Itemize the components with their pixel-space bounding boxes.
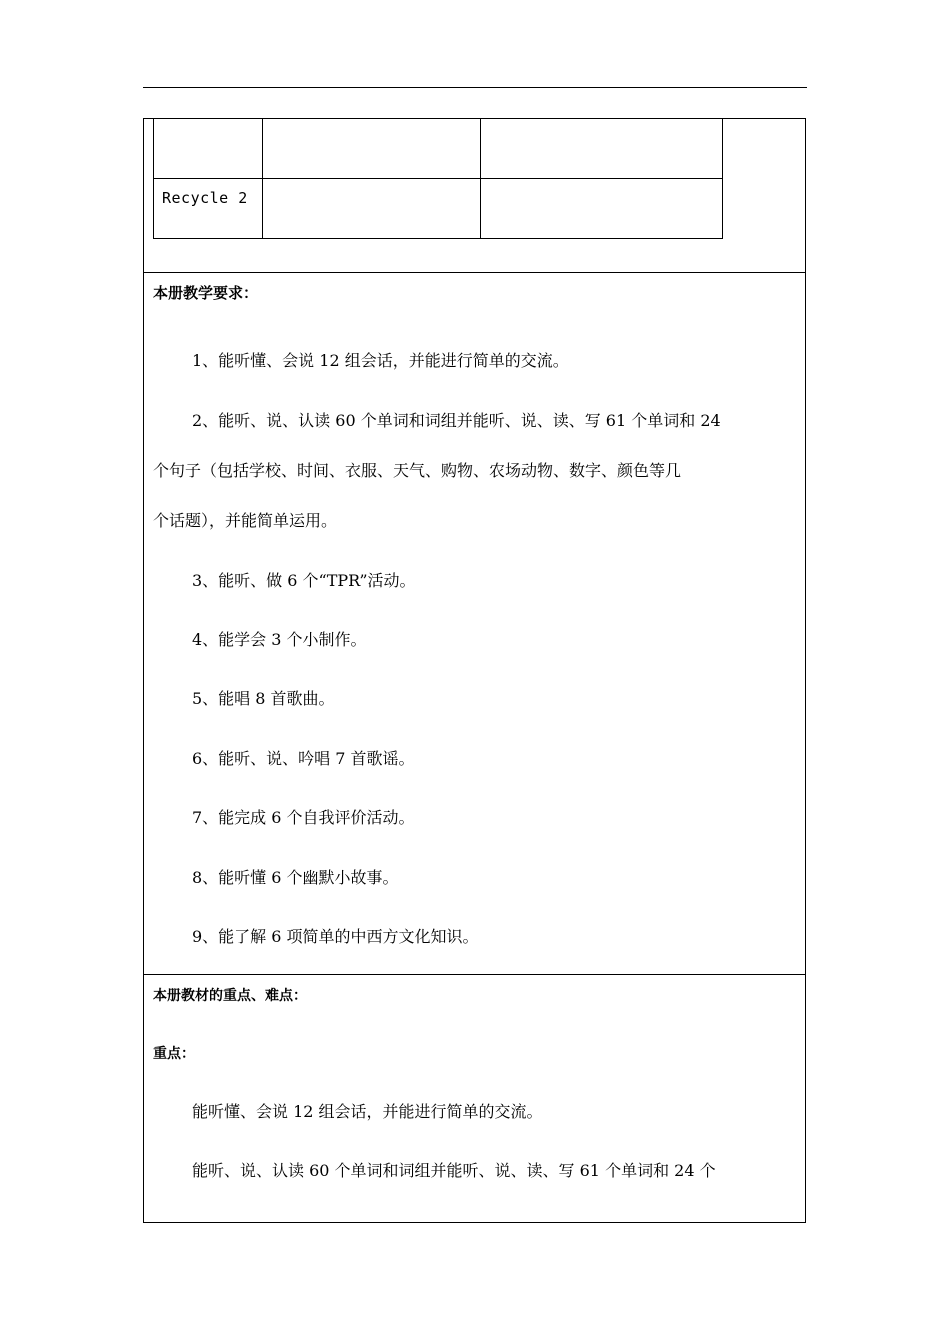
section-divider xyxy=(144,974,805,975)
list-item: 5、能唱 8 首歌曲。 xyxy=(192,689,335,708)
key-points-subtitle: 重点： xyxy=(153,1046,195,1062)
list-item: 2、能听、说、认读 60 个单词和词组并能听、说、读、写 61 个单词和 24 xyxy=(192,411,721,430)
requirements-title: 本册教学要求： xyxy=(153,284,259,302)
header-rule xyxy=(143,87,807,88)
list-item: 7、能完成 6 个自我评价活动。 xyxy=(192,808,415,827)
section-divider xyxy=(144,272,805,273)
list-item: 1、能听懂、会说 12 组会话，并能进行简单的交流。 xyxy=(192,351,569,370)
list-item: 能听、说、认读 60 个单词和词组并能听、说、读、写 61 个单词和 24 个 xyxy=(192,1161,716,1180)
list-item: 8、能听懂 6 个幽默小故事。 xyxy=(192,868,399,887)
key-points-title: 本册教材的重点、难点： xyxy=(153,988,307,1004)
table-row xyxy=(154,119,722,179)
list-item-continued: 个话题），并能简单运用。 xyxy=(153,511,338,530)
list-item: 4、能学会 3 个小制作。 xyxy=(192,630,367,649)
list-item-continued: 个句子（包括学校、时间、衣服、天气、购物、农场动物、数字、颜色等几 xyxy=(153,461,682,480)
list-item: 能听懂、会说 12 组会话，并能进行简单的交流。 xyxy=(192,1102,543,1121)
plan-table xyxy=(143,118,806,1223)
list-item: 6、能听、说、吟唱 7 首歌谣。 xyxy=(192,749,415,768)
list-item: 3、能听、做 6 个“TPR”活动。 xyxy=(192,571,416,590)
list-item: 9、能了解 6 项简单的中西方文化知识。 xyxy=(192,927,479,946)
table-row xyxy=(154,179,722,239)
unit-cell: Recycle 2 xyxy=(162,189,248,207)
unit-table xyxy=(153,119,723,239)
